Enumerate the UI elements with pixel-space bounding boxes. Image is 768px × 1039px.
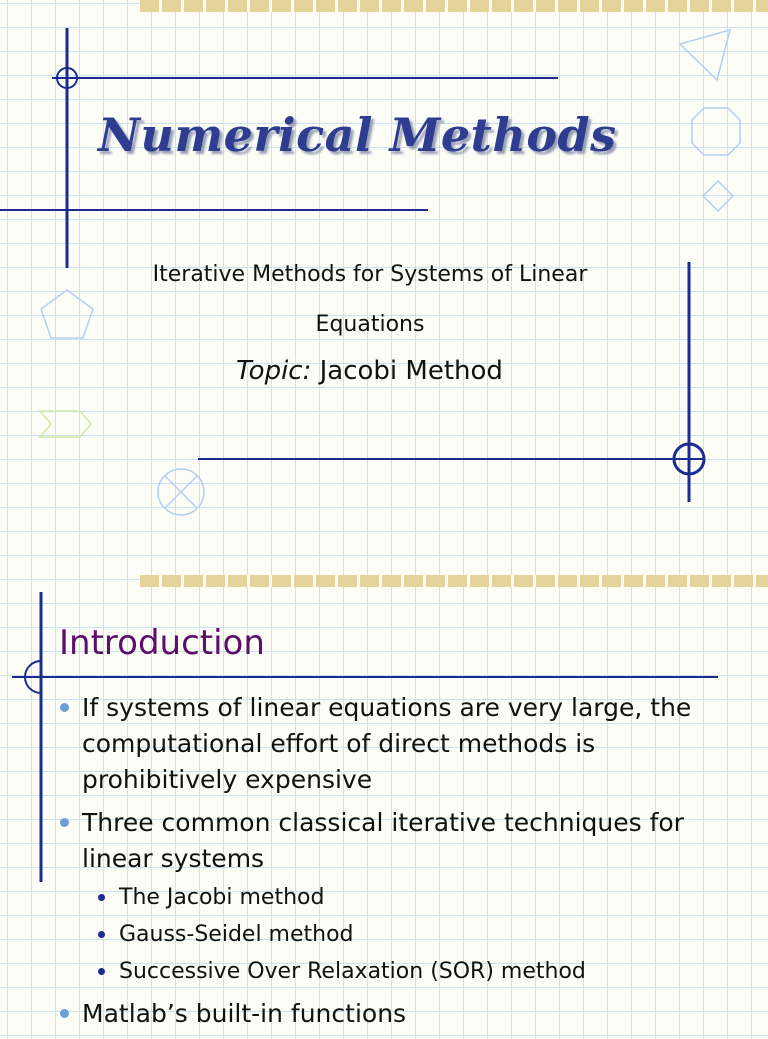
bullet-list <box>60 690 750 1039</box>
pentagon-shape-icon <box>41 290 93 338</box>
chevron-shape-icon <box>40 411 91 437</box>
bullet-item: If systems of linear equations are very large, the computational effort of direct methods is prohibitively expensive <box>60 690 750 798</box>
bullet-item: Three common classical iterative techniques for linear systems <box>60 805 750 877</box>
slide-subtitle: Iterative Methods for Systems of Linear Equations <box>152 262 588 337</box>
sub-bullet-item: The Jacobi method <box>98 879 750 916</box>
sub-bullet-item: Successive Over Relaxation (SOR) method <box>98 953 750 990</box>
topic-value: Jacobi Method <box>319 356 503 386</box>
slide-heading: Introduction <box>59 623 265 663</box>
diamond-shape-icon <box>703 181 733 211</box>
slide-title: Numerical Methods <box>98 108 617 162</box>
octagon-shape-icon <box>692 108 740 155</box>
topic-line <box>236 356 503 386</box>
sub-bullet-item: Gauss-Seidel method <box>98 916 750 953</box>
introduction-slide <box>0 575 768 1028</box>
triangle-shape-icon <box>680 30 730 80</box>
topic-label: Topic: <box>236 356 312 386</box>
bullet-item: Matlab’s built-in functions <box>60 996 750 1032</box>
